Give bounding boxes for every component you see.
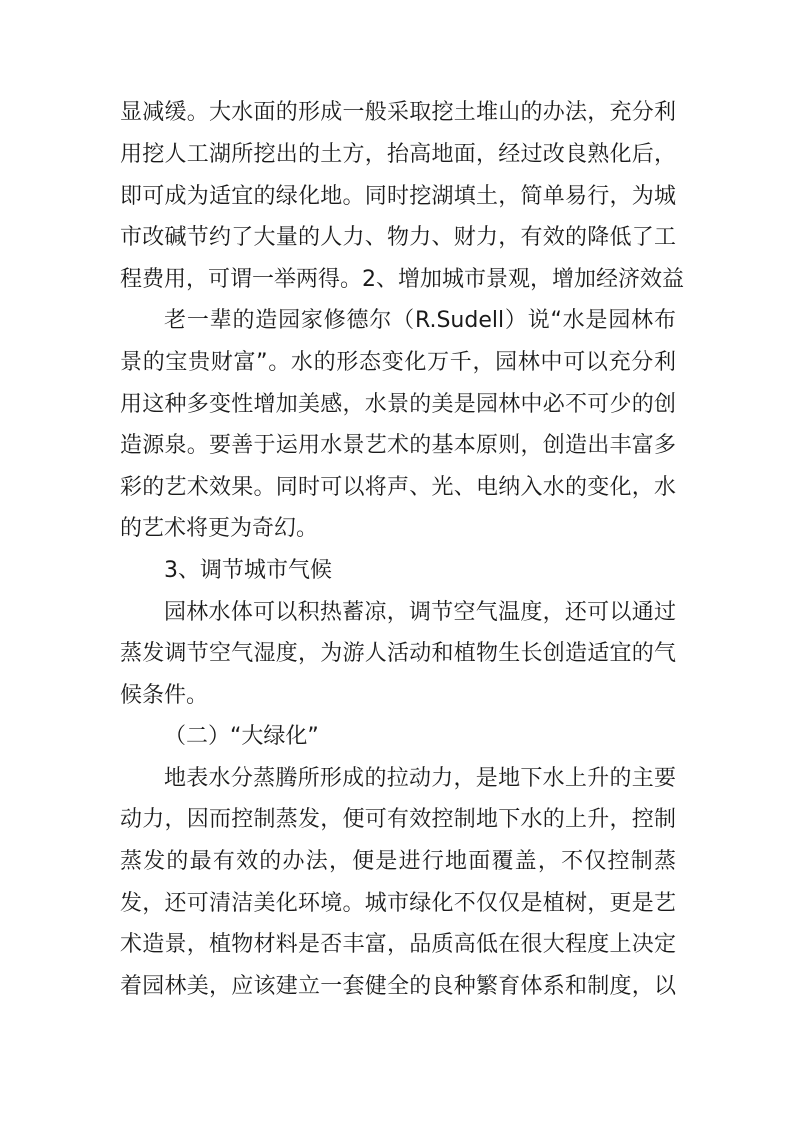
paragraph-1-line-2: 用挖人工湖所挖出的土方，抬高地面，经过改良熟化后， — [120, 142, 676, 167]
paragraph-2-line-6: 的艺术将更为奇幻。 — [120, 516, 319, 541]
paragraph-1-line-3: 即可成为适宜的绿化地。同时挖湖填土，简单易行，为城 — [120, 184, 676, 209]
paragraph-4-line-1: 地表水分蒸腾所形成的拉动力，是地下水上升的主要 — [164, 766, 676, 791]
paragraph-2-line-5: 彩的艺术效果。同时可以将声、光、电纳入水的变化，水 — [120, 475, 676, 500]
section-heading-2: （二）“大绿化” — [164, 724, 319, 749]
section-heading-3: 3、调节城市气候 — [164, 558, 332, 583]
paragraph-2-line-2: 景的宝贵财富”。水的形态变化万千，园林中可以充分利 — [120, 350, 676, 375]
paragraph-1-line-4: 市改碱节约了大量的人力、物力、财力，有效的降低了工 — [120, 225, 676, 250]
paragraph-4-line-3: 蒸发的最有效的办法，便是进行地面覆盖，不仅控制蒸 — [120, 849, 676, 874]
paragraph-2-line-1: 老一辈的造园家修德尔（R.Sudell）说“水是园林布 — [164, 308, 676, 333]
paragraph-4-line-6: 着园林美，应该建立一套健全的良种繁育体系和制度，以 — [120, 974, 676, 999]
paragraph-4-line-4: 发，还可清洁美化环境。城市绿化不仅仅是植树，更是艺 — [120, 891, 676, 916]
paragraph-2-line-3: 用这种多变性增加美感，水景的美是园林中必不可少的创 — [120, 392, 676, 417]
paragraph-4-line-2: 动力，因而控制蒸发，便可有效控制地下水的上升，控制 — [120, 807, 676, 832]
paragraph-4-line-5: 术造景，植物材料是否丰富，品质高低在很大程度上决定 — [120, 932, 676, 957]
paragraph-3-line-2: 蒸发调节空气湿度，为游人活动和植物生长创造适宜的气 — [120, 641, 676, 666]
paragraph-2-line-4: 造源泉。要善于运用水景艺术的基本原则，创造出丰富多 — [120, 433, 676, 458]
paragraph-1-line-1: 显减缓。大水面的形成一般采取挖土堆山的办法，充分利 — [120, 100, 676, 125]
paragraph-3-line-1: 园林水体可以积热蓄凉，调节空气温度，还可以通过 — [164, 600, 676, 625]
paragraph-3-line-3: 候条件。 — [120, 683, 209, 708]
paragraph-1-line-5: 程费用，可谓一举两得。2、增加城市景观，增加经济效益 — [120, 267, 684, 292]
